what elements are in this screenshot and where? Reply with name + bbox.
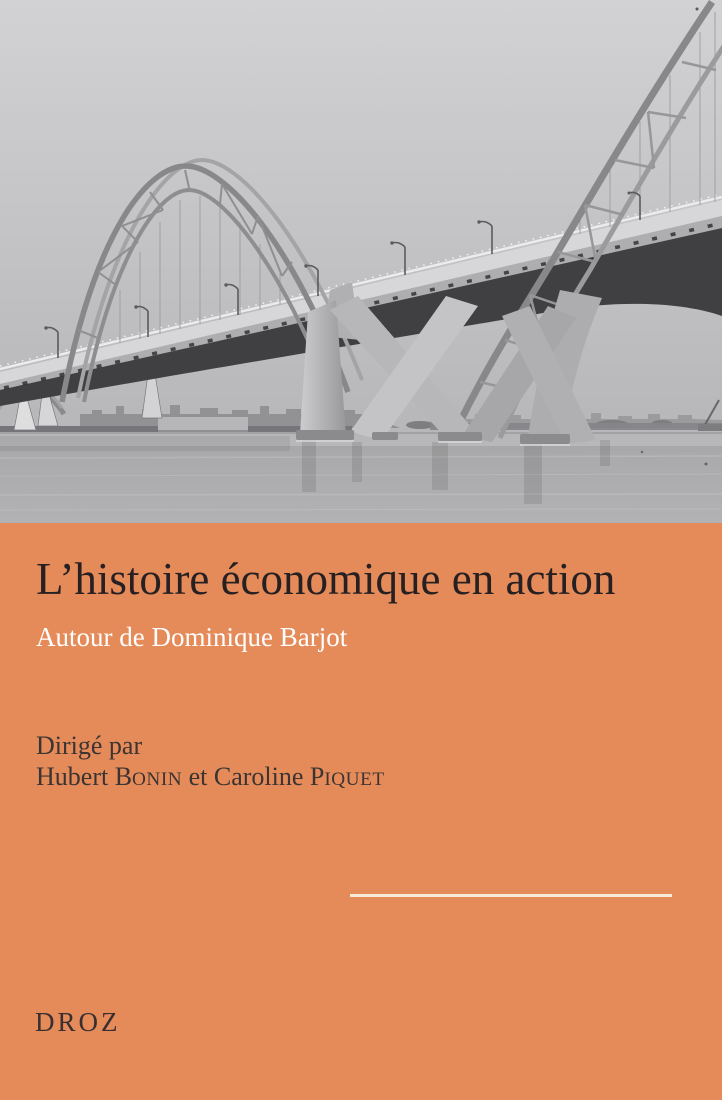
- editor1-name: Hubert B: [36, 762, 133, 792]
- bridge-photo: [0, 0, 722, 523]
- editor1-smallcaps: ONIN: [132, 769, 183, 791]
- title-block: [36, 556, 615, 603]
- bird-speck: [696, 8, 699, 11]
- byline-directed-by: Dirigé par: [36, 731, 143, 760]
- book-title: L’histoire économique en action: [36, 554, 616, 604]
- concrete-caisson: [158, 417, 248, 432]
- photo-water: [0, 432, 722, 523]
- book-subtitle: Autour de Dominique Barjot: [36, 622, 348, 652]
- divider-rule: [350, 894, 672, 897]
- editor2-smallcaps: IQUET: [324, 769, 385, 791]
- editors-connector: et Caroline P: [182, 762, 325, 792]
- byline-editors: [36, 761, 385, 792]
- byline: [36, 730, 385, 792]
- publisher-droz: DROZ: [35, 1007, 121, 1037]
